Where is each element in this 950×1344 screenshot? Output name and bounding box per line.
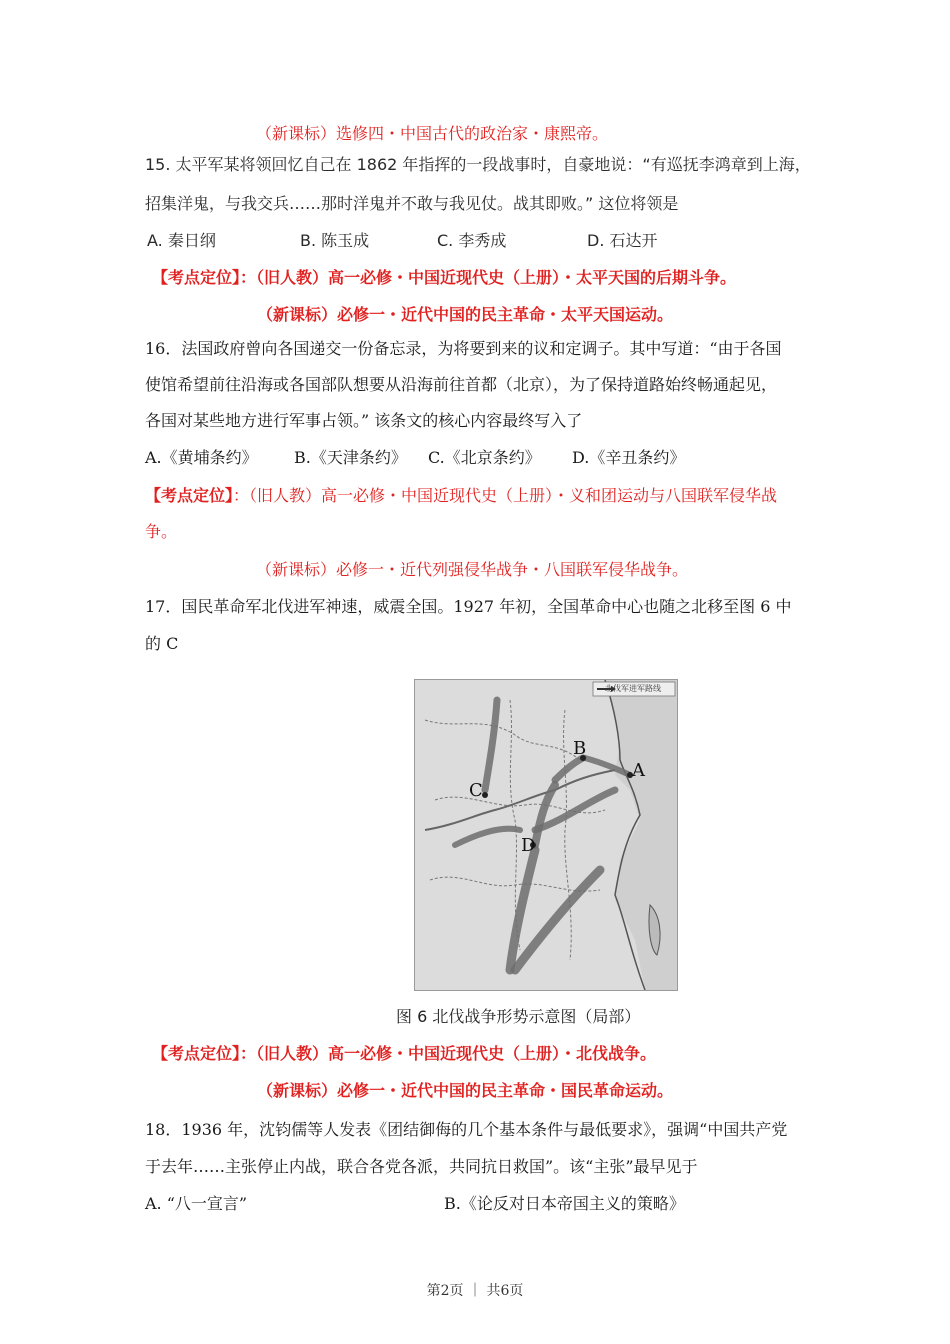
q16-option-d: D.《辛丑条约》	[572, 448, 686, 467]
q15-option-b: B. 陈玉成	[300, 231, 370, 250]
q16-kaodian-old-cont: 争。	[145, 522, 178, 541]
q15-stem-line2: 招集洋鬼，与我交兵……那时洋鬼并不敢与我见仗。战其即败。” 这位将领是	[145, 194, 679, 213]
q15-kaodian-label: 【考点定位】	[152, 268, 241, 287]
q16-kaodian-old: ：（旧人教）高一必修・中国近现代史（上册）・义和团运动与八国联军侵华战	[233, 486, 778, 505]
q15-kaodian-old: ：（旧人教）高一必修・中国近现代史（上册）・太平天国的后期斗争。	[240, 268, 737, 287]
map-label-b: B	[573, 738, 587, 759]
map-label-a: A	[632, 760, 645, 781]
map-legend: 北伐军进军路线	[605, 684, 661, 693]
q16-stem-line2: 使馆希望前往沿海或各国部队想要从沿海前往首都（北京），为了保持道路始终畅通起见，	[145, 375, 778, 394]
q17-kaodian	[152, 1044, 656, 1064]
q18-stem-line1: 18．1936 年，沈钧儒等人发表《团结御侮的几个基本条件与最低要求》，强调“中国共产党	[145, 1120, 788, 1139]
q16-option-b: B.《天津条约》	[294, 448, 407, 467]
q15-option-d: D. 石达开	[587, 231, 658, 250]
q16-option-c: C.《北京条约》	[428, 448, 541, 467]
q18-stem-line2: 于去年……主张停止内战，联合各党各派，共同抗日救国”。该“主张”最早见于	[145, 1157, 698, 1176]
q15-option-c: C. 李秀成	[437, 231, 507, 250]
map-label-c: C	[469, 780, 483, 801]
map-graphic	[415, 680, 677, 990]
q17-kaodian-new: （新课标）必修一・近代中国的民主革命・国民革命运动。	[257, 1081, 674, 1100]
q16-stem-line1: 16．法国政府曾向各国递交一份备忘录，为将要到来的议和定调子。其中写道：“由于各国	[145, 339, 782, 358]
q17-kaodian-label: 【考点定位】	[152, 1044, 241, 1063]
q15-option-a: A. 秦日纲	[147, 231, 216, 250]
figure-caption: 图 6 北伐战争形势示意图（局部）	[396, 1007, 641, 1026]
map-label-d: D	[521, 835, 536, 856]
northern-expedition-map	[414, 679, 678, 991]
q15-kaodian	[152, 268, 736, 288]
q15-header: （新课标）选修四・中国古代的政治家・康熙帝。	[256, 124, 609, 143]
q16-stem-line3: 各国对某些地方进行军事占领。” 该条文的核心内容最终写入了	[145, 411, 583, 430]
page-footer: 第2页 ｜ 共6页	[426, 1283, 524, 1299]
q16-kaodian-label: 【考点定位】	[145, 486, 234, 505]
q16-option-a: A.《黄埔条约》	[145, 448, 258, 467]
q15-stem-line1: 15. 太平军某将领回忆自己在 1862 年指挥的一段战事时，自豪地说：“有巡抚李鸿章到上海，	[145, 155, 811, 174]
q15-kaodian-new: （新课标）必修一・近代中国的民主革命・太平天国运动。	[257, 305, 674, 324]
q17-stem-line2: 的 C	[145, 634, 179, 653]
q17-stem-line1: 17．国民革命军北伐进军神速，威震全国。1927 年初，全国革命中心也随之北移至图 6 中	[145, 597, 792, 616]
q18-option-a: A. “八一宣言”	[145, 1194, 248, 1213]
q17-kaodian-old: ：（旧人教）高一必修・中国近现代史（上册）・北伐战争。	[240, 1044, 657, 1063]
q16-kaodian-new: （新课标）必修一・近代列强侵华战争・八国联军侵华战争。	[256, 560, 689, 579]
q18-option-b: B.《论反对日本帝国主义的策略》	[444, 1194, 685, 1213]
q16-kaodian	[145, 486, 777, 506]
